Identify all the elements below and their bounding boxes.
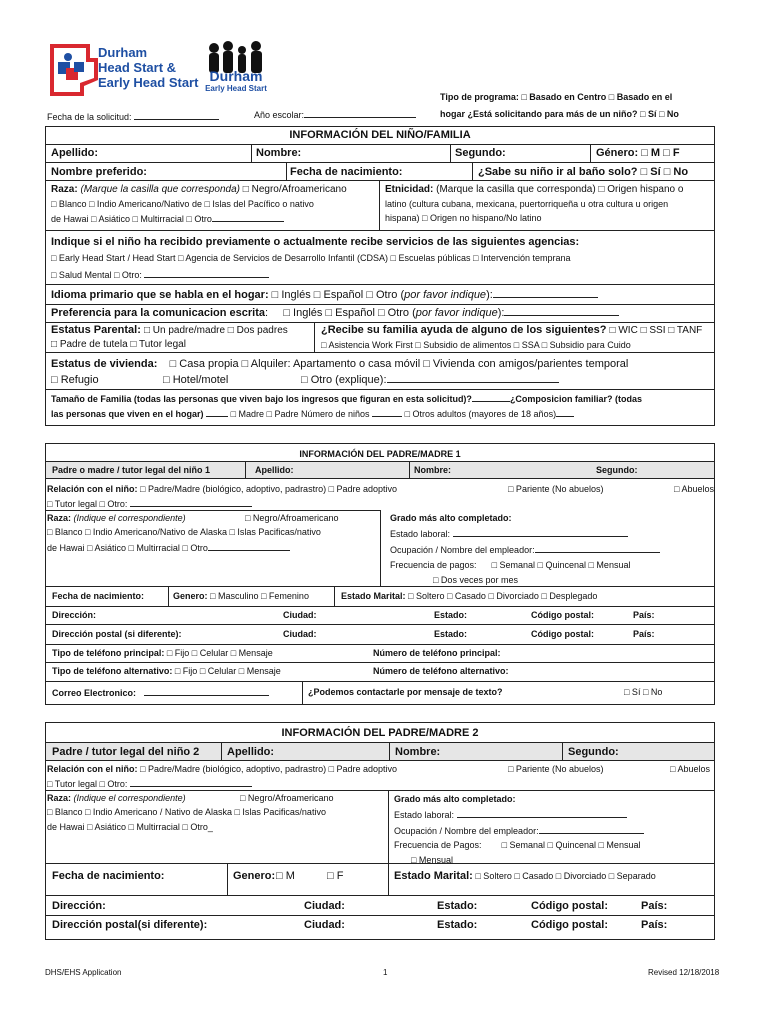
parent1-email[interactable] xyxy=(52,687,269,698)
parent1-grandparents[interactable]: □ Abuelos xyxy=(674,484,714,494)
parent1-relation-label: Relación con el niño: xyxy=(47,484,138,494)
housing-status-hotel[interactable]: □ Hotel/motel xyxy=(163,374,229,386)
parent1-relative[interactable]: □ Pariente (No abuelos) xyxy=(508,484,604,494)
parent2-mail-zip[interactable]: Código postal: xyxy=(531,919,608,931)
family-composition-label: las personas que viven en el hogar) xyxy=(51,409,204,419)
primary-language-opts: □ Inglés □ Español □ Otro ( xyxy=(271,289,405,301)
ehs-sub: Early Head Start xyxy=(205,84,267,93)
parent2-race-label: Raza: xyxy=(47,793,72,803)
parent1-phone-type-label: Tipo de teléfono principal: xyxy=(52,648,165,658)
parent2-pay-frequency-monthly[interactable]: □ Mensual xyxy=(411,855,453,865)
parent2-work-status[interactable] xyxy=(394,809,627,820)
parent2-marital-opts: □ Soltero □ Casado □ Divorciado □ Separado xyxy=(475,871,656,881)
parent2-last-name[interactable]: Apellido: xyxy=(227,746,275,758)
parent1-marital[interactable] xyxy=(341,591,597,601)
parent2-relation-label: Relación con el niño: xyxy=(47,764,138,774)
brand-line-3: Early Head Start xyxy=(98,75,199,90)
family-aid[interactable] xyxy=(321,324,702,336)
parent1-guardian-other-text: □ Tutor legal □ Otro: xyxy=(47,499,128,509)
parent2-marital-label: Estado Marital: xyxy=(394,870,473,882)
child-ethnicity[interactable] xyxy=(385,184,683,195)
family-composition-parents: □ Madre □ Padre Número de niños xyxy=(230,409,370,419)
family-composition[interactable] xyxy=(51,408,574,419)
parent1-work-status-label: Estado laboral: xyxy=(390,529,451,539)
child-race-label: Raza: xyxy=(51,184,78,195)
written-preference-specify: por favor indique xyxy=(415,307,498,319)
child-section-title: INFORMACIÓN DEL NIÑO/FAMILIA xyxy=(289,129,471,141)
parent2-occupation[interactable] xyxy=(394,825,644,836)
footer-page-number: 1 xyxy=(383,968,388,977)
child-last-name[interactable]: Apellido: xyxy=(51,147,99,159)
parent2-gender-f[interactable]: □ F xyxy=(327,870,344,882)
program-type[interactable]: Tipo de programa: □ Basado en Centro □ Basado en el xyxy=(440,92,673,102)
parent1-relation[interactable] xyxy=(47,484,397,494)
child-race-opts-3[interactable] xyxy=(51,213,284,224)
child-race-opts-3-text: de Hawai □ Asiático □ Multirracial □ Otro xyxy=(51,214,212,224)
parent1-mail-zip[interactable]: Código postal: xyxy=(531,629,594,639)
family-composition-adults: □ Otros adultos (mayores de 18 años) xyxy=(404,409,557,419)
parent2-pay-frequency-label: Frecuencia de Pagos: xyxy=(394,840,482,850)
parent1-country[interactable]: País: xyxy=(633,610,655,620)
head-start-logo-icon xyxy=(44,40,100,98)
parent2-work-status-label: Estado laboral: xyxy=(394,810,455,820)
parent2-first-name[interactable]: Nombre: xyxy=(395,746,441,758)
parent2-race-opts-2[interactable]: □ Blanco □ Indio Americano / Nativo de Alaska □ Islas Pacificas/nativo xyxy=(47,807,326,817)
child-preferred-name[interactable]: Nombre preferido: xyxy=(51,166,147,178)
parental-status-label: Estatus Parental: xyxy=(51,324,141,336)
parent1-relation-opts: □ Padre/Madre (biológico, adoptivo, padrastro) □ Padre adoptivo xyxy=(140,484,398,494)
durham-early-head-start-logo xyxy=(204,40,268,96)
parent1-first-name[interactable]: Nombre: xyxy=(414,465,452,475)
written-preference[interactable]: Preferencia para la comunicacion escrita: □ Inglés □ Español □ Otro (por favor indique): xyxy=(51,307,619,319)
parent2-race-opts-1[interactable]: □ Negro/Afroamericano xyxy=(240,793,334,803)
parent2-mail-country[interactable]: País: xyxy=(641,919,668,931)
parent2-mail-state[interactable]: Estado: xyxy=(437,919,478,931)
parent1-mail-state[interactable]: Estado: xyxy=(434,629,468,639)
parent2-mail-city[interactable]: Ciudad: xyxy=(304,919,345,931)
parent1-address[interactable]: Dirección: xyxy=(52,610,97,620)
agencies-options-2[interactable] xyxy=(51,269,269,280)
parent2-race-opts-3[interactable]: de Hawai □ Asiático □ Multirracial □ Otro_ xyxy=(47,822,213,832)
parent2-guardian-other[interactable] xyxy=(47,778,252,789)
parent1-race-label: Raza: xyxy=(47,513,72,523)
parent1-city[interactable]: Ciudad: xyxy=(283,610,317,620)
application-date-label: Fecha de la solicitud: xyxy=(47,112,132,122)
parent2-race[interactable] xyxy=(47,793,186,803)
parent1-pay-frequency-label: Frecuencia de pagos: xyxy=(390,560,477,570)
parent1-mail-address[interactable]: Dirección postal (si diferente): xyxy=(52,629,182,639)
parent1-dob[interactable]: Fecha de nacimiento: xyxy=(52,591,145,601)
parent1-gender[interactable] xyxy=(173,591,309,601)
parent2-middle-name[interactable]: Segundo: xyxy=(568,746,619,758)
primary-language-specify: por favor indique xyxy=(404,289,487,301)
parent1-gender-label: Genero: xyxy=(173,591,208,601)
parent2-mail-address[interactable]: Dirección postal(si diferente): xyxy=(52,919,208,931)
parent2-dob[interactable]: Fecha de nacimiento: xyxy=(52,870,165,882)
parent1-phone-number[interactable]: Número de teléfono principal: xyxy=(373,648,501,658)
family-aid-opts-1: □ WIC □ SSI □ TANF xyxy=(609,325,703,336)
parent1-grade[interactable]: Grado más alto completado: xyxy=(390,513,512,523)
parent1-race-opts-2[interactable]: □ Blanco □ Indio Americano/Nativo de Alaska □ Islas Pacificas/nativo xyxy=(47,527,321,537)
parent1-last-name[interactable]: Apellido: xyxy=(255,465,294,475)
parental-status-opts-2[interactable]: □ Padre de tutela □ Tutor legal xyxy=(51,339,186,350)
parent1-occupation[interactable] xyxy=(390,544,660,555)
housing-status-opts-1: □ Casa propia □ Alquiler: Apartamento o casa móvil □ Vivienda con amigos/parientes temporal xyxy=(169,358,629,370)
parent2-occupation-label: Ocupación / Nombre del empleador: xyxy=(394,826,539,836)
parent2-section-title: INFORMACIÓN DEL PADRE/MADRE 2 xyxy=(281,727,479,739)
parent1-mail-country[interactable]: País: xyxy=(633,629,655,639)
child-ethnicity-label: Etnicidad: xyxy=(385,184,434,195)
primary-language-label: Idioma primario que se habla en el hogar: xyxy=(51,289,269,301)
housing-status-label: Estatus de vivienda: xyxy=(51,358,158,370)
parent1-zip[interactable]: Código postal: xyxy=(531,610,594,620)
parent1-race-opts-3[interactable] xyxy=(47,542,290,553)
parent2-relation-opts: □ Padre/Madre (biológico, adoptivo, padrastro) □ Padre adoptivo xyxy=(140,764,398,774)
parent1-phone-type-opts: □ Fijo □ Celular □ Mensaje xyxy=(166,648,273,658)
parent1-alt-phone-number[interactable]: Número de teléfono alternativo: xyxy=(373,666,509,676)
housing-status-other[interactable] xyxy=(301,374,559,386)
footer-application-name: DHS/EHS Application xyxy=(45,968,122,977)
child-race[interactable] xyxy=(51,184,347,195)
brand-line-2: Head Start & xyxy=(98,60,177,75)
child-bathroom-question[interactable]: ¿Sabe su niño ir al baño solo? □ Sí □ No xyxy=(478,166,689,178)
parent1-alt-phone-type[interactable] xyxy=(52,666,281,676)
parent2-race-hint: (Indique el correspondiente) xyxy=(73,793,186,803)
agencies-options-1[interactable]: □ Early Head Start / Head Start □ Agencia de Servicios de Desarrollo Infantil (CDSA) □ Escuelas públicas □ Intervención temprana xyxy=(51,253,571,263)
parent2-pay-frequency[interactable] xyxy=(394,840,640,850)
housing-status-shelter[interactable]: □ Refugio xyxy=(51,374,99,386)
parental-status-opts-1: □ Un padre/madre □ Dos padres xyxy=(143,325,288,336)
parent1-guardian: Padre o madre / tutor legal del niño 1 xyxy=(52,465,211,475)
family-aid-opts-2[interactable]: □ Asistencia Work First □ Subsidio de alimentos □ SSA □ Subsidio para Cuido xyxy=(321,340,631,350)
parent2-pay-frequency-opts: □ Semanal □ Quincenal □ Mensual xyxy=(501,840,641,850)
parent2-zip[interactable]: Código postal: xyxy=(531,900,608,912)
agencies-options-2-text: □ Salud Mental □ Otro: xyxy=(51,270,142,280)
parent2-gender-label: Genero: xyxy=(233,870,276,882)
family-size-text: Tamaño de Familia (todas las personas que viven bajo los ingresos que figuran en esta solicitud)? xyxy=(51,394,472,404)
parent1-guardian-other[interactable] xyxy=(47,498,252,509)
parent1-sms-opts[interactable]: □ Sí □ No xyxy=(624,687,663,697)
parent1-phone-type[interactable] xyxy=(52,648,273,658)
child-dob[interactable]: Fecha de nacimiento: xyxy=(290,166,403,178)
parent1-marital-opts: □ Soltero □ Casado □ Divorciado □ Desplegado xyxy=(408,591,598,601)
school-year[interactable] xyxy=(254,109,416,120)
footer-revised-date: Revised 12/18/2018 xyxy=(648,968,720,977)
parent1-alt-phone-type-label: Tipo de teléfono alternativo: xyxy=(52,666,173,676)
parent2-relation[interactable] xyxy=(47,764,397,774)
durham-head-start-logo xyxy=(44,40,199,100)
parent1-pay-frequency-twice[interactable]: □ Dos veces por mes xyxy=(433,575,518,585)
family-composition-text: ¿Composicion familiar? (todas xyxy=(509,394,642,404)
school-year-label: Año escolar: xyxy=(254,110,305,120)
primary-language[interactable]: Idioma primario que se habla en el hogar: □ Inglés □ Español □ Otro (por favor indique): xyxy=(51,289,598,301)
child-race-opts-1: □ Negro/Afroamericano xyxy=(242,184,347,195)
family-aid-question: ¿Recibe su familia ayuda de alguno de los siguientes? xyxy=(321,324,607,336)
housing-status[interactable] xyxy=(51,358,628,370)
child-ethnicity-opts-2: latino (cultura cubana, mexicana, puertorriqueña u otra cultura u origen xyxy=(385,199,669,209)
parent2-grandparents[interactable]: □ Abuelos xyxy=(670,764,710,774)
multiple-children-question[interactable]: hogar ¿Está solicitando para más de un niño? □ Sí □ No xyxy=(440,109,679,119)
parent1-race[interactable] xyxy=(47,513,186,523)
written-preference-opts: □ Inglés □ Español □ Otro ( xyxy=(283,307,416,319)
parent1-race-hint: (Indique el correspondiente) xyxy=(73,513,186,523)
child-middle-name[interactable]: Segundo: xyxy=(455,147,506,159)
parent2-guardian-other-text: □ Tutor legal □ Otro: xyxy=(47,779,128,789)
parent2-marital[interactable] xyxy=(394,870,656,882)
written-preference-label: Preferencia para la comunicacion escrita xyxy=(51,307,265,319)
parent2-gender-m[interactable]: □ M xyxy=(276,870,295,882)
parent2-country[interactable]: País: xyxy=(641,900,668,912)
parent1-section-title: INFORMACIÓN DEL PADRE/MADRE 1 xyxy=(299,449,461,459)
parent1-email-label: Correo Electronico: xyxy=(52,688,137,698)
parent2-state[interactable]: Estado: xyxy=(437,900,478,912)
parent2-guardian: Padre / tutor legal del niño 2 xyxy=(52,746,200,758)
parent2-city[interactable]: Ciudad: xyxy=(304,900,345,912)
parent2-grade[interactable]: Grado más alto completado: xyxy=(394,794,516,804)
child-ethnicity-opts-3[interactable]: hispana) □ Origen no hispano/No latino xyxy=(385,213,542,223)
parental-status[interactable] xyxy=(51,324,288,336)
parent1-race-opts-1[interactable]: □ Negro/Afroamericano xyxy=(245,513,339,523)
parent1-marital-label: Estado Marital: xyxy=(341,591,406,601)
child-first-name[interactable]: Nombre: xyxy=(256,147,302,159)
family-size-question[interactable] xyxy=(51,393,642,404)
parent1-race-opts-3-text: de Hawai □ Asiático □ Multirracial □ Otro xyxy=(47,543,208,553)
parent2-address[interactable]: Dirección: xyxy=(52,900,106,912)
child-race-opts-2[interactable]: □ Blanco □ Indio Americano/Nativo de □ Islas del Pacífico o nativo xyxy=(51,199,314,209)
ehs-word: Durham xyxy=(209,68,263,84)
parent1-state[interactable]: Estado: xyxy=(434,610,468,620)
parent1-alt-phone-type-opts: □ Fijo □ Celular □ Mensaje xyxy=(174,666,281,676)
parent2-relative[interactable]: □ Pariente (No abuelos) xyxy=(508,764,604,774)
child-race-hint: (Marque la casilla que corresponda) xyxy=(80,184,240,195)
parent1-work-status[interactable] xyxy=(390,528,628,539)
agencies-question: Indique si el niño ha recibido previamente o actualmente recibe servicios de las siguientes agencias: xyxy=(51,236,580,248)
child-gender[interactable]: Género: □ M □ F xyxy=(596,147,680,159)
parent1-mail-city[interactable]: Ciudad: xyxy=(283,629,317,639)
parent1-middle-name[interactable]: Segundo: xyxy=(596,465,638,475)
housing-status-other-text: □ Otro (explique): xyxy=(301,374,387,386)
parent1-pay-frequency[interactable] xyxy=(390,560,630,570)
application-date[interactable] xyxy=(47,111,219,122)
parent1-gender-opts: □ Masculino □ Femenino xyxy=(210,591,309,601)
brand-line-1: Durham xyxy=(98,45,148,60)
parent1-occupation-label: Ocupación / Nombre del empleador: xyxy=(390,545,535,555)
child-ethnicity-opts-1: (Marque la casilla que corresponda) □ Origen hispano o xyxy=(436,184,684,195)
parent1-sms-question: ¿Podemos contactarle por mensaje de texto? xyxy=(308,687,503,697)
parent1-pay-frequency-opts: □ Semanal □ Quincenal □ Mensual xyxy=(491,560,631,570)
